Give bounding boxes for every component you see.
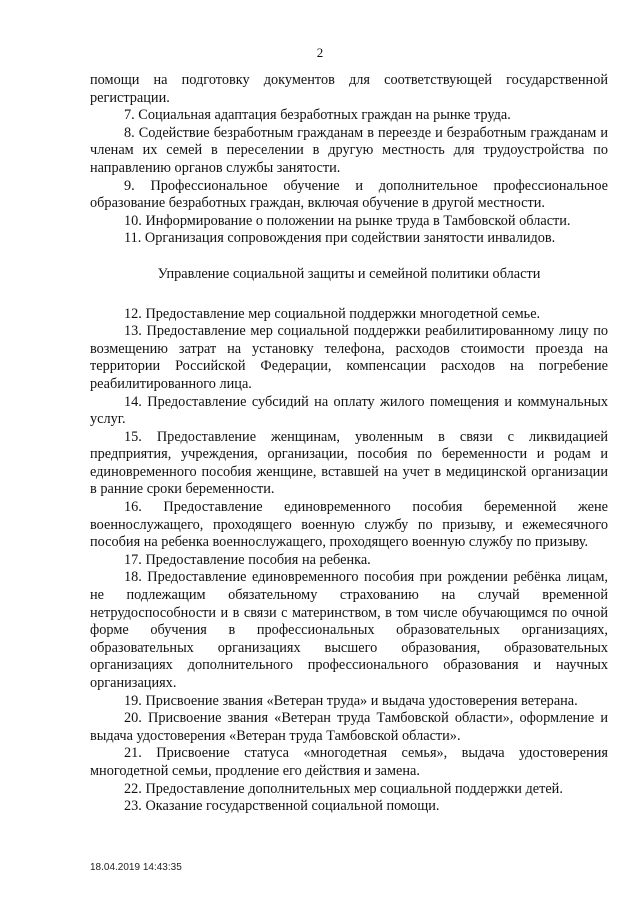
page-number: 2 bbox=[316, 45, 324, 60]
list-item: 21. Присвоение статуса «многодетная семья», выдача удостоверения многодетной семьи, продление его действия и замена. bbox=[90, 745, 608, 779]
footer-timestamp: 18.04.2019 14:43:35 bbox=[90, 862, 182, 873]
list-item: 17. Предоставление пособия на ребенка. bbox=[124, 551, 371, 568]
section-heading: Управление социальной защиты и семейной политики области bbox=[157, 265, 541, 282]
list-item: 19. Присвоение звания «Ветеран труда» и выдача удостоверения ветерана. bbox=[124, 692, 578, 709]
list-item: 22. Предоставление дополнительных мер социальной поддержки детей. bbox=[124, 780, 563, 797]
list-item: 8. Содействие безработным гражданам в переезде и безработным гражданам и членам их семей в переселении в другую местность для трудоустройства по направлению органов службы занятости. bbox=[90, 124, 608, 176]
list-item: 23. Оказание государственной социальной помощи. bbox=[124, 798, 440, 815]
list-item: 10. Информирование о положении на рынке труда в Тамбовской области. bbox=[124, 212, 571, 229]
paragraph-continuation: помощи на подготовку документов для соответствующей государственной регистрации. bbox=[90, 72, 608, 106]
list-item: 9. Профессиональное обучение и дополнительное профессиональное образование безработных граждан, включая обучение в другой местности. bbox=[90, 177, 608, 212]
list-item: 7. Социальная адаптация безработных граждан на рынке труда. bbox=[124, 107, 511, 124]
list-item: 15. Предоставление женщинам, уволенным в связи с ликвидацией предприятия, учреждения, организации, пособия по беременности и родам и единовременного пособия женщине, вставшей на учет в медицинской организации в ранние сроки беременности. bbox=[90, 428, 608, 498]
list-item: 12. Предоставление мер социальной поддержки многодетной семье. bbox=[124, 305, 541, 322]
list-item: 18. Предоставление единовременного пособия при рождении ребёнка лицам, не подлежащим обязательному страхованию на случай временной нетрудоспособности и в связи с материнством, в том числе обучающимся по очной форме обучения в профессиональных образовательных организациях, образовательных организациях высшего образования, образовательных организациях дополнительного профессионального образования и научных организациях. bbox=[90, 569, 608, 691]
document-body bbox=[90, 72, 608, 816]
list-item: 14. Предоставление субсидий на оплату жилого помещения и коммунальных услуг. bbox=[90, 393, 608, 428]
list-item: 20. Присвоение звания «Ветеран труда Тамбовской области», оформление и выдача удостоверения «Ветеран труда Тамбовской области». bbox=[90, 710, 608, 744]
list-item: 13. Предоставление мер социальной поддержки реабилитированному лицу по возмещению затрат на установку телефона, расходов стоимости проезда на территории Российской Федерации, компенсации расходов на погребение реабилитированного лица. bbox=[90, 323, 608, 392]
list-item: 11. Организация сопровождения при содействии занятости инвалидов. bbox=[124, 230, 556, 247]
list-item: 16. Предоставление единовременного пособия беременной жене военнослужащего, проходящего военную службу по призыву, и ежемесячного пособия на ребенка военнослужащего, проходящего военную службу по призыву. bbox=[90, 499, 608, 551]
